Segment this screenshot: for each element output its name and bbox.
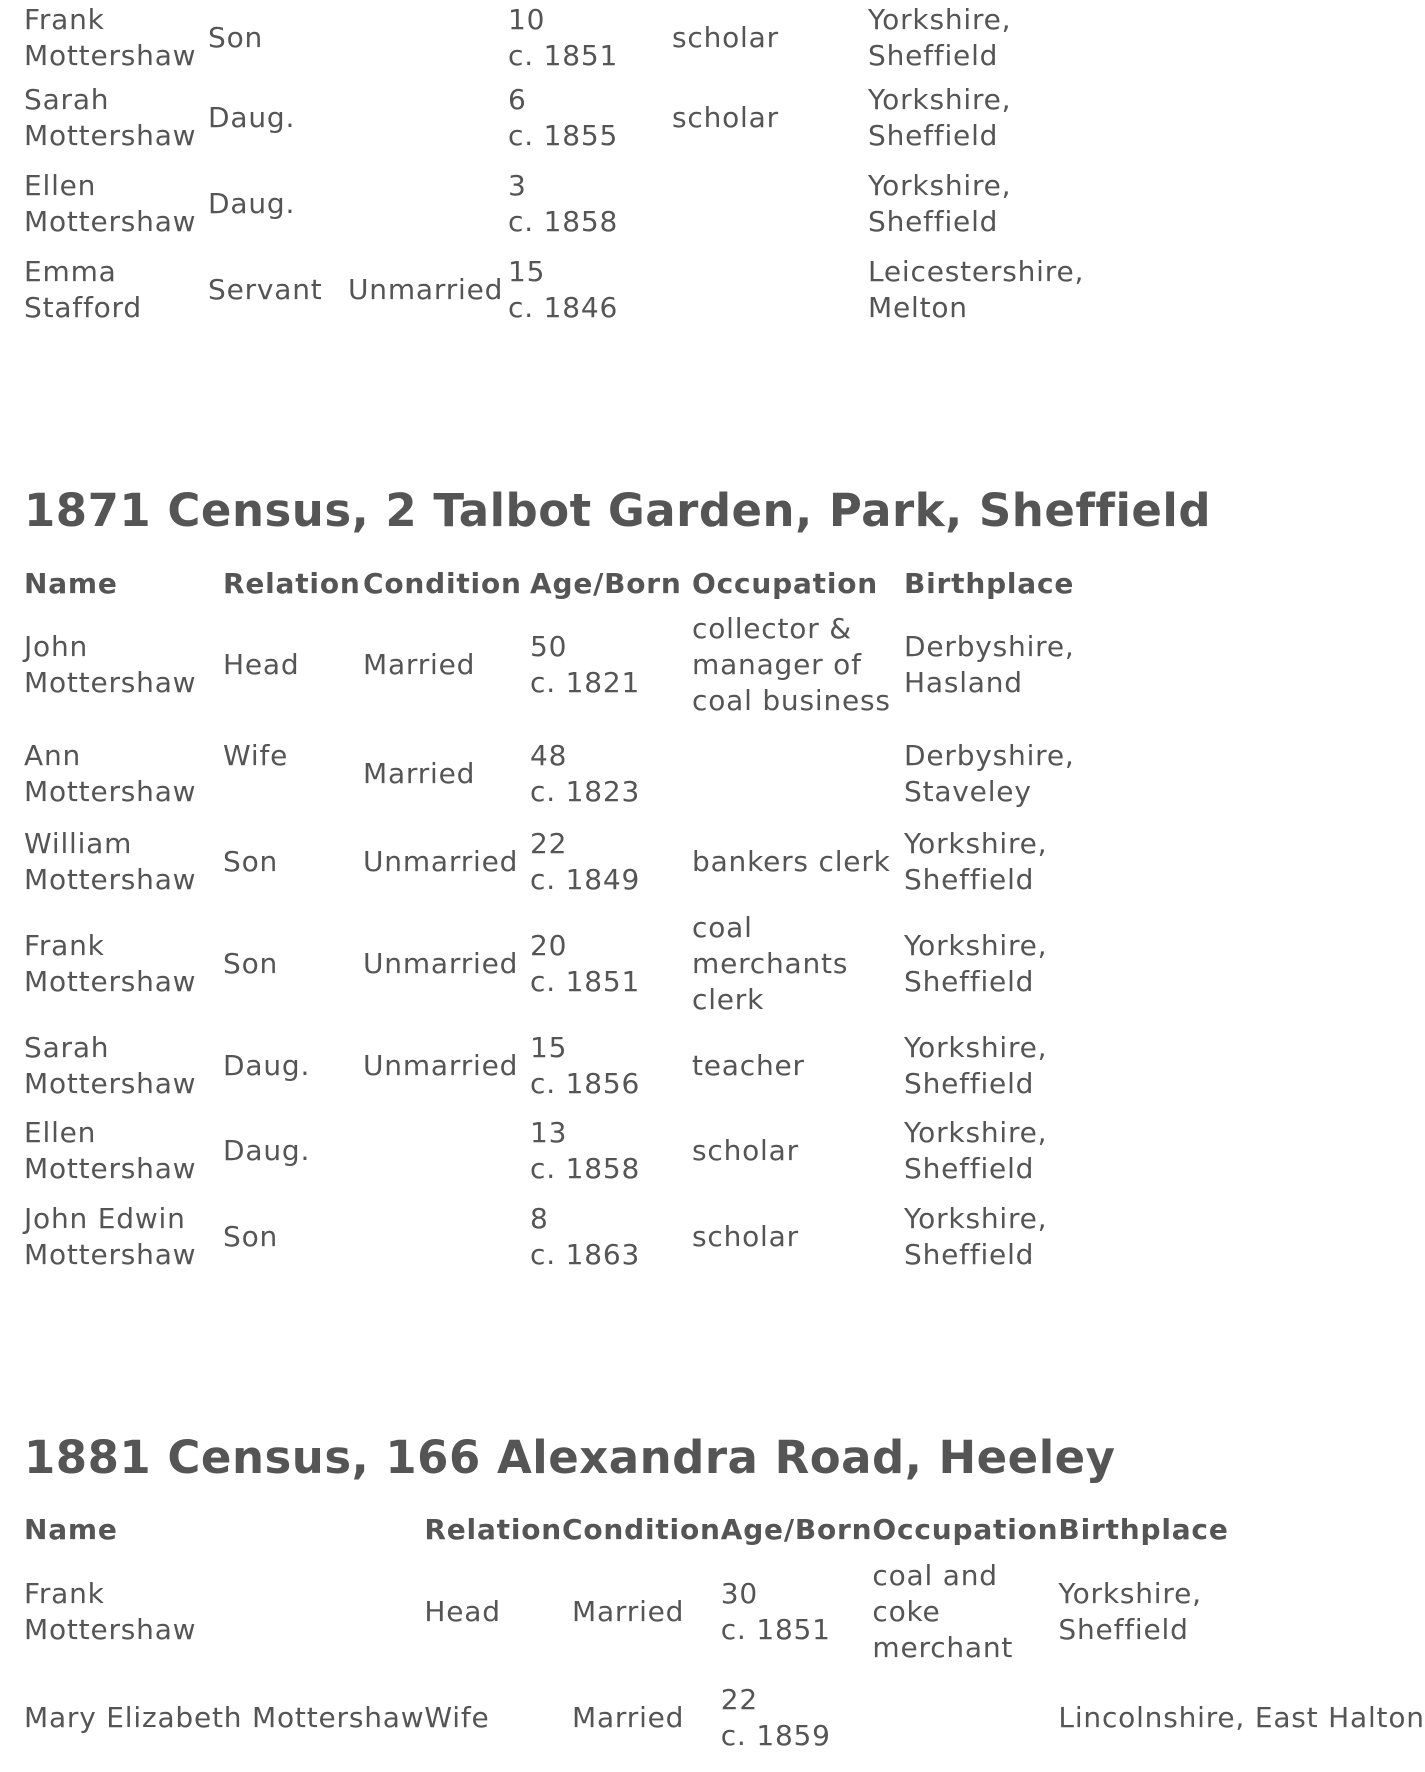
- birthplace-cell: Yorkshire, Sheffield: [1058, 1577, 1202, 1646]
- census-1871-section: [24, 484, 1211, 537]
- age-born-cell: 48 c. 1823: [530, 739, 641, 808]
- condition-cell: Unmarried: [363, 845, 519, 878]
- occupation-cell: [672, 161, 868, 247]
- birthplace-cell: Yorkshire, Sheffield: [904, 1116, 1048, 1185]
- column-header-age-born: Age/Born: [720, 1513, 873, 1546]
- age-born-cell: 10 c. 1851: [508, 2, 619, 72]
- condition-cell: [348, 75, 508, 161]
- column-header-condition: Condition: [363, 567, 522, 600]
- table-row: [24, 1108, 1075, 1194]
- age-born-cell: 22 c. 1859: [720, 1683, 831, 1752]
- name-cell: Sarah Mottershaw: [24, 1031, 197, 1100]
- column-header-name: Name: [24, 1513, 118, 1546]
- column-header-occupation: Occupation: [872, 1513, 1059, 1546]
- birthplace-cell: Derbyshire, Staveley: [904, 739, 1075, 808]
- relation-cell: Daug.: [208, 101, 296, 134]
- table-header-row: [24, 566, 1075, 602]
- occupation-cell: scholar: [692, 1134, 799, 1167]
- name-cell: John Edwin Mottershaw: [24, 1202, 197, 1271]
- census-1871-table-wrap: [24, 566, 1075, 1280]
- occupation-cell: [872, 1676, 1058, 1760]
- column-header-age-born: Age/Born: [530, 567, 682, 600]
- name-cell: Ellen Mottershaw: [24, 1116, 197, 1185]
- relation-cell: Wife: [424, 1701, 490, 1734]
- name-cell: Ann Mottershaw: [24, 739, 197, 808]
- age-born-cell: 6 c. 1855: [508, 83, 619, 152]
- relation-cell: Servant: [208, 273, 323, 306]
- column-header-birthplace: Birthplace: [904, 567, 1075, 600]
- condition-cell: Married: [572, 1701, 685, 1734]
- condition-cell: [348, 161, 508, 247]
- relation-cell: Daug.: [208, 187, 296, 220]
- name-cell: Emma Stafford: [24, 255, 142, 324]
- condition-cell: [363, 1108, 530, 1194]
- condition-cell: [363, 1194, 530, 1280]
- condition-cell: Married: [572, 1595, 685, 1628]
- condition-cell: Unmarried: [363, 947, 519, 980]
- birthplace-cell: Yorkshire, Sheffield: [904, 827, 1048, 896]
- census-1861-table: [24, 0, 1098, 333]
- relation-cell: Daug.: [223, 1134, 311, 1167]
- table-row: [24, 1548, 1425, 1676]
- table-row: [24, 161, 1098, 247]
- name-cell: William Mottershaw: [24, 827, 197, 896]
- relation-cell: Son: [223, 947, 279, 980]
- name-cell: John Mottershaw: [24, 630, 197, 699]
- occupation-cell: [672, 247, 868, 333]
- table-row: [24, 0, 1098, 75]
- column-header-birthplace: Birthplace: [1058, 1513, 1229, 1546]
- occupation-cell: [692, 728, 904, 820]
- condition-cell: Married: [363, 648, 476, 681]
- birthplace-cell: Yorkshire, Sheffield: [868, 83, 1012, 152]
- occupation-cell: coal merchants clerk: [692, 911, 849, 1016]
- occupation-cell: teacher: [692, 1049, 805, 1082]
- census-1881-section: [24, 1431, 1115, 1484]
- age-born-cell: 30 c. 1851: [720, 1577, 831, 1646]
- condition-cell: Married: [363, 757, 476, 790]
- table-row: [24, 820, 1075, 904]
- name-cell: Frank Mottershaw: [24, 1577, 197, 1646]
- column-header-occupation: Occupation: [692, 567, 879, 600]
- condition-cell: Unmarried: [348, 273, 504, 306]
- column-header-relation: Relation: [424, 1513, 563, 1546]
- table-row: [24, 904, 1075, 1024]
- relation-cell: Head: [223, 648, 300, 681]
- birthplace-cell: Derbyshire, Hasland: [904, 630, 1075, 699]
- birthplace-cell: Leicestershire, Melton: [868, 255, 1085, 324]
- section-heading: 1871 Census, 2 Talbot Garden, Park, Sheffield: [24, 484, 1212, 537]
- table-header-row: [24, 1512, 1425, 1548]
- relation-cell: Son: [223, 1220, 279, 1253]
- section-heading: 1881 Census, 166 Alexandra Road, Heeley: [24, 1431, 1116, 1484]
- table-row: [24, 1024, 1075, 1108]
- age-born-cell: 8 c. 1863: [530, 1202, 641, 1271]
- name-cell: Frank Mottershaw: [24, 2, 197, 72]
- relation-cell: Head: [424, 1595, 501, 1628]
- age-born-cell: 20 c. 1851: [530, 929, 641, 998]
- table-row: [24, 728, 1075, 820]
- column-header-condition: Condition: [562, 1513, 721, 1546]
- table-row: [24, 602, 1075, 728]
- occupation-cell: scholar: [672, 101, 779, 134]
- occupation-cell: coal and coke merchant: [872, 1559, 1014, 1664]
- age-born-cell: 50 c. 1821: [530, 630, 641, 699]
- relation-cell: Daug.: [223, 1049, 311, 1082]
- birthplace-cell: Yorkshire, Sheffield: [904, 1202, 1048, 1271]
- census-1881-table: [24, 1512, 1425, 1760]
- occupation-cell: scholar: [672, 20, 779, 54]
- age-born-cell: 13 c. 1858: [530, 1116, 641, 1185]
- age-born-cell: 3 c. 1858: [508, 169, 619, 238]
- table-row: [24, 1194, 1075, 1280]
- occupation-cell: bankers clerk: [692, 845, 891, 878]
- census-1861-section: [24, 0, 1098, 333]
- table-row: [24, 1676, 1425, 1760]
- table-row: [24, 75, 1098, 161]
- relation-cell: Son: [223, 845, 279, 878]
- birthplace-cell: Yorkshire, Sheffield: [868, 2, 1012, 72]
- census-1881-table-wrap: [24, 1512, 1425, 1760]
- age-born-cell: 15 c. 1846: [508, 255, 619, 324]
- occupation-cell: collector & manager of coal business: [692, 612, 891, 717]
- birthplace-cell: Yorkshire, Sheffield: [904, 1031, 1048, 1100]
- name-cell: Frank Mottershaw: [24, 929, 197, 998]
- condition-cell: [348, 0, 508, 75]
- table-row: [24, 247, 1098, 333]
- name-cell: Mary Elizabeth Mottershaw: [24, 1701, 425, 1734]
- age-born-cell: 22 c. 1849: [530, 827, 641, 896]
- birthplace-cell: Lincolnshire, East Halton: [1058, 1701, 1425, 1734]
- column-header-name: Name: [24, 567, 118, 600]
- name-cell: Ellen Mottershaw: [24, 169, 197, 238]
- condition-cell: Unmarried: [363, 1049, 519, 1082]
- birthplace-cell: Yorkshire, Sheffield: [904, 929, 1048, 998]
- name-cell: Sarah Mottershaw: [24, 83, 197, 152]
- column-header-relation: Relation: [223, 567, 361, 600]
- birthplace-cell: Yorkshire, Sheffield: [868, 169, 1012, 238]
- relation-cell: Wife: [223, 739, 289, 772]
- occupation-cell: scholar: [692, 1220, 799, 1253]
- census-1871-table: [24, 566, 1075, 1280]
- age-born-cell: 15 c. 1856: [530, 1031, 641, 1100]
- relation-cell: Son: [208, 20, 264, 54]
